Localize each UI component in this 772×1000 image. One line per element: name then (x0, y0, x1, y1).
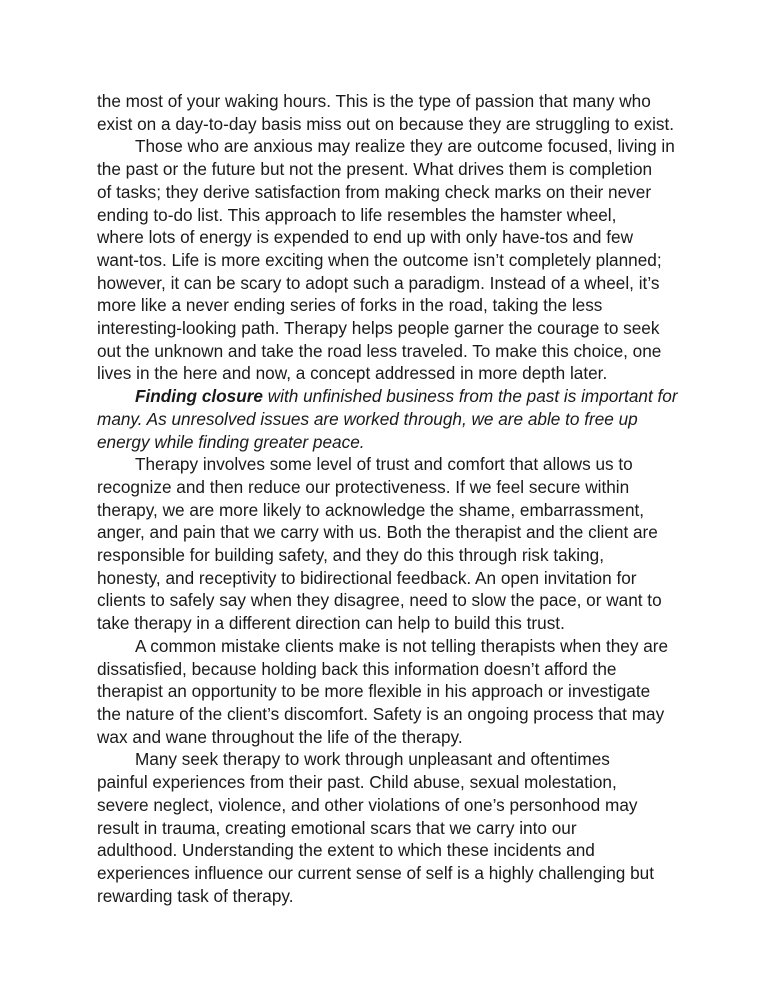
text-line: energy while finding greater peace. (97, 431, 365, 452)
text-line: wax and wane throughout the life of the therapy. (97, 726, 463, 747)
text-line: however, it can be scary to adopt such a paradigm. Instead of a wheel, it’s (97, 272, 660, 293)
paragraph-finding-closure (97, 385, 687, 453)
text-line: rewarding task of therapy. (97, 885, 294, 906)
text-line: anger, and pain that we carry with us. Both the therapist and the client are (97, 522, 658, 543)
text-line: many. As unresolved issues are worked through, we are able to free up (97, 408, 638, 429)
text-line: where lots of energy is expended to end up with only have-tos and few (97, 227, 634, 248)
text-line: more like a never ending series of forks in the road, taking the less (97, 295, 603, 316)
paragraph-anxious (97, 135, 687, 385)
text-line: recognize and then reduce our protectiveness. If we feel secure within (97, 476, 630, 497)
document-page (97, 90, 687, 907)
text-line: the most of your waking hours. This is the type of passion that many who (97, 91, 651, 111)
text-line: severe neglect, violence, and other violations of one’s personhood may (97, 794, 638, 815)
text-line: Many seek therapy to work through unpleasant and oftentimes (135, 749, 610, 770)
paragraph-trust (97, 453, 687, 635)
text-line: painful experiences from their past. Child abuse, sexual molestation, (97, 772, 617, 793)
text-line: want-tos. Life is more exciting when the outcome isn’t completely planned; (97, 249, 662, 270)
text-line: of tasks; they derive satisfaction from making check marks on their never (97, 181, 652, 202)
finding-closure-heading: Finding closure (135, 386, 263, 407)
paragraph-continuation (97, 90, 687, 135)
text-line: take therapy in a different direction can help to build this trust. (97, 613, 565, 634)
text-fragment: with unfinished business from the past is important for (262, 386, 678, 407)
text-line: the nature of the client’s discomfort. Safety is an ongoing process that may (97, 703, 665, 724)
text-line: ending to-do list. This approach to life resembles the hamster wheel, (97, 204, 617, 225)
text-line: responsible for building safety, and they do this through risk taking, (97, 545, 605, 566)
text-line: therapist an opportunity to be more flexible in his approach or investigate (97, 681, 651, 702)
text-line: honesty, and receptivity to bidirectional feedback. An open invitation for (97, 567, 637, 588)
text-line: dissatisfied, because holding back this information doesn’t afford the (97, 658, 617, 679)
text-line: interesting-looking path. Therapy helps people garner the courage to seek (97, 318, 660, 339)
text-line: A common mistake clients make is not telling therapists when they are (135, 635, 669, 656)
text-line (97, 385, 687, 408)
text-line: the past or the future but not the present. What drives them is completion (97, 159, 653, 180)
paragraph-common-mistake (97, 635, 687, 749)
text-line: Therapy involves some level of trust and comfort that allows us to (135, 454, 633, 475)
text-line: lives in the here and now, a concept addressed in more depth later. (97, 363, 608, 384)
text-line: out the unknown and take the road less traveled. To make this choice, one (97, 340, 662, 361)
text-line: Those who are anxious may realize they are outcome focused, living in (135, 136, 675, 157)
text-line: result in trauma, creating emotional scars that we carry into our (97, 817, 577, 838)
paragraph-trauma (97, 748, 687, 907)
text-line: experiences influence our current sense of self is a highly challenging but (97, 862, 655, 883)
text-line: exist on a day-to-day basis miss out on because they are struggling to exist. (97, 113, 675, 134)
text-line: adulthood. Understanding the extent to which these incidents and (97, 840, 595, 861)
text-line: therapy, we are more likely to acknowledge the shame, embarrassment, (97, 499, 645, 520)
text-line: clients to safely say when they disagree, need to slow the pace, or want to (97, 590, 662, 611)
